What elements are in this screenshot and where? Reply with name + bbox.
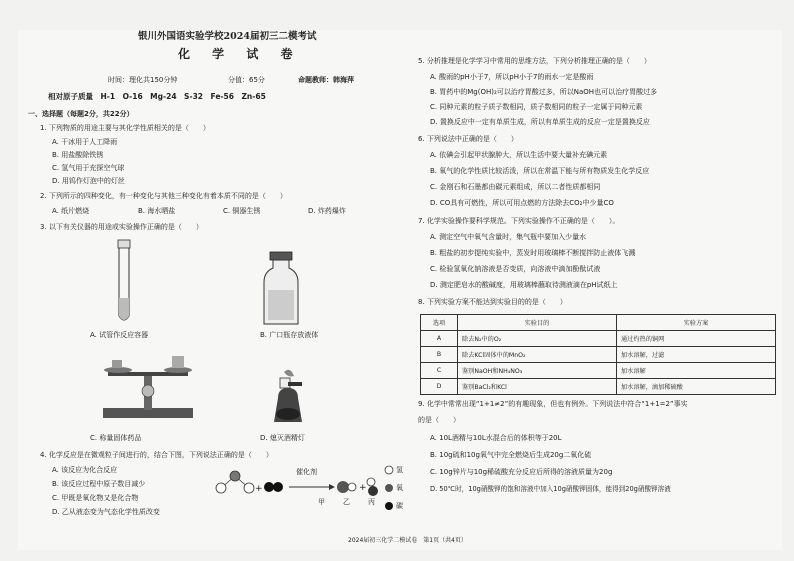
table-header-row — [421, 315, 776, 331]
q5-stem: 5. 分析推理是化学学习中常用的思维方法，下列分析推理正确的是（ ） — [418, 57, 651, 65]
page-footer: 2024届初三化学二模试卷 第1页（共4页） — [348, 537, 467, 544]
q2-option-b: B. 海水晒盐 — [138, 207, 176, 215]
table-cell: 加水溶解，滴加稀硫酸 — [617, 379, 776, 395]
section-title: 一、选择题（每题2分，共22分） — [28, 110, 134, 118]
table-row — [421, 347, 776, 363]
table-cell: 鉴别BaCl₂和KCl — [458, 379, 617, 395]
q4-option-d: D. 乙从液态变为气态化学性质改变 — [52, 508, 160, 516]
q7-option-a: A. 测定空气中氧气含量时，集气瓶中要加入少量水 — [430, 233, 587, 241]
exam-time: 时间：理化共150分钟 — [108, 76, 178, 84]
q3-caption-d: D. 熄灭酒精灯 — [260, 434, 305, 442]
q2-option-c: C. 铜器生锈 — [223, 207, 261, 215]
atom-legend-markers — [383, 464, 395, 514]
balance-illustration — [88, 346, 208, 426]
q6-option-a: A. 依碘会引起甲状腺肿大，所以生活中要大量补充碘元素 — [430, 151, 608, 159]
q9-option-c: C. 10g锌片与10g稀硫酸充分反应后所得的溶液质量为20g — [430, 468, 613, 476]
q1-option-a: A. 干冰用于人工降雨 — [52, 138, 118, 146]
table-cell: 加水溶解 — [617, 363, 776, 379]
q3-caption-b: B. 广口瓶存放液体 — [260, 331, 319, 339]
q3-caption-c: C. 称量固体药品 — [90, 434, 142, 442]
alcohol-lamp-illustration — [266, 368, 316, 432]
exam-page — [18, 30, 782, 550]
table-cell: 除去N₂中的O₂ — [458, 331, 617, 347]
legend-carbon: 碳 — [396, 502, 403, 510]
table-cell: B — [421, 347, 458, 363]
q9-option-d: D. 50℃时，10g硝酸钾的饱和溶液中加入10g硝酸钾固体，能得到20g硝酸钾溶液 — [430, 485, 671, 493]
q1-stem: 1. 下列物质的用途主要与其化学性质相关的是（ ） — [40, 124, 210, 132]
q1-option-d: D. 用钨作灯泡中的灯丝 — [52, 177, 125, 185]
table-cell: C — [421, 363, 458, 379]
table-cell: D — [421, 379, 458, 395]
table-row — [421, 331, 776, 347]
q3-caption-a: A. 试管作反应容器 — [90, 331, 149, 339]
q7-option-b: B. 粗盐的初步提纯实验中，蒸发时用玻璃棒不断搅拌防止液体飞溅 — [430, 249, 636, 257]
q2-option-a: A. 纸片燃烧 — [52, 207, 90, 215]
q6-option-b: B. 氧气的化学性质比较活泼，所以在常温下能与所有物质发生化学反应 — [430, 167, 650, 175]
atomic-masses: 相对原子质量 H-1 O-16 Mg-24 S-32 Fe-56 Zn-65 — [48, 92, 266, 101]
table-cell: 加水溶解，过滤 — [617, 347, 776, 363]
q7-stem: 7. 化学实验操作要科学规范。下列实验操作不正确的是（ ）。 — [418, 217, 620, 225]
table-header: 实验方案 — [617, 315, 776, 331]
label-jia: 甲 — [318, 498, 325, 506]
q4-stem: 4. 化学反应是在微观粒子间进行的，结合下图，下列说法正确的是（ ） — [40, 451, 273, 459]
q5-option-c: C. 同种元素的粒子质子数相同，质子数相同的粒子一定属于同种元素 — [430, 103, 643, 111]
legend-oxygen: 氧 — [396, 484, 403, 492]
table-cell: 除去KCl固体中的MnO₂ — [458, 347, 617, 363]
q5-option-d: D. 置换反应中一定有单质生成，所以有单质生成的反应一定是置换反应 — [430, 118, 650, 126]
q5-option-b: B. 胃药中的Mg(OH)₂可以治疗胃酸过多，所以NaOH也可以治疗胃酸过多 — [430, 88, 658, 96]
table-row — [421, 379, 776, 395]
q6-option-d: D. CO具有可燃性，所以可用点燃的方法除去CO₂中少量CO — [430, 199, 614, 207]
table-cell: 通过灼热的铜网 — [617, 331, 776, 347]
q2-option-d: D. 炸药爆炸 — [308, 207, 346, 215]
svg-text:+: + — [359, 483, 367, 493]
q1-option-c: C. 氢气用于充探空气球 — [52, 164, 125, 172]
q2-stem: 2. 下列所示的四种变化，有一种变化与其他三种变化有着本质不同的是（ ） — [40, 192, 287, 200]
q8-stem: 8. 下列实验方案不能达到实验目的的是（ ） — [418, 298, 567, 306]
school-title: 银川外国语实验学校2024届初三二模考试 — [138, 31, 317, 42]
svg-text:+: + — [255, 484, 263, 494]
q4-option-b: B. 该反应过程中原子数目减少 — [52, 480, 146, 488]
exam-author: 命题教师：韩海萍 — [298, 76, 354, 84]
catalyst-label: 催化剂 — [296, 468, 317, 476]
q5-option-a: A. 酸雨的pH小于7，所以pH小于7的雨水一定是酸雨 — [430, 73, 594, 81]
q9-stem-line2: 的是（ ） — [418, 416, 460, 424]
table-row — [421, 363, 776, 379]
wide-mouth-bottle-illustration — [260, 250, 310, 328]
q9-option-b: B. 10g硫和10g氧气中完全燃烧后生成20g二氧化硫 — [430, 451, 592, 459]
label-yi: 乙 — [343, 498, 350, 506]
test-tube-illustration — [108, 238, 138, 328]
label-bing: 丙 — [368, 498, 375, 506]
subject-title: 化 学 试 卷 — [178, 47, 302, 61]
exam-score: 分值：65分 — [228, 76, 265, 84]
table-header: 选项 — [421, 315, 458, 331]
q4-option-c: C. 甲既是氧化物又是化合物 — [52, 494, 139, 502]
table-cell: A — [421, 331, 458, 347]
legend-hydrogen: 氢 — [396, 466, 403, 474]
q7-option-c: C. 检验氢氧化钠溶液是否变质，向溶液中滴加酚酞试液 — [430, 265, 601, 273]
q6-stem: 6. 下列说法中正确的是（ ） — [418, 135, 518, 143]
q3-stem: 3. 以下有关仪器的用途或实验操作正确的是（ ） — [40, 223, 203, 231]
q9-option-a: A. 10L酒精与10L水混合后的体积等于20L — [430, 434, 562, 442]
table-cell: 鉴别NaOH和NH₄NO₃ — [458, 363, 617, 379]
q4-option-a: A. 该反应为化合反应 — [52, 466, 118, 474]
table-header: 实验目的 — [458, 315, 617, 331]
q8-table — [420, 314, 776, 395]
q7-option-d: D. 测定肥皂水的酸碱度，用玻璃棒蘸取待测液滴在pH试纸上 — [430, 281, 618, 289]
q9-stem-line1: 9. 化学中常常出现“1+1≠2”的有趣现象，但也有例外。下列说法中符合“1+1=2”事实 — [418, 400, 688, 408]
q1-option-b: B. 用盐酸除铁锈 — [52, 151, 104, 159]
q6-option-c: C. 金刚石和石墨都由碳元素组成，所以二者性质都相同 — [430, 183, 601, 191]
